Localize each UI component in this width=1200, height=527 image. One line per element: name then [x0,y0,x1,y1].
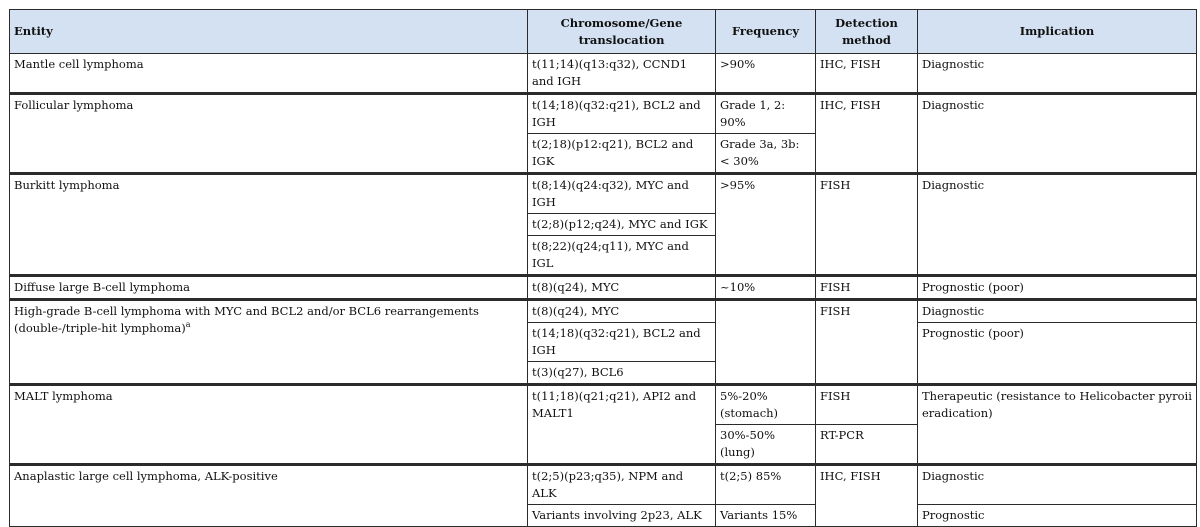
cell-frequency: ~10% [716,276,816,300]
cell-translocation: t(8)(q24), MYC [528,276,716,300]
cell-entity: Burkitt lymphoma [10,174,528,276]
cell-implication: Diagnostic [918,94,1197,174]
cell-detection: IHC, FISH [816,54,918,94]
cell-frequency: Variants 15% [716,505,816,527]
footnote-marker: a [185,320,191,330]
entity-text: High-grade B-cell lymphoma with MYC and BCL2 and/or BCL6 rearrangements (double-/triple-hit lymphoma) [14,304,479,335]
header-translocation: Chromosome/Gene translocation [528,10,716,54]
cell-frequency: 30%-50% (lung) [716,425,816,465]
cell-implication: Diagnostic [918,54,1197,94]
header-row [10,10,1197,54]
cell-translocation: t(8;22)(q24;q11), MYC and IGL [528,236,716,276]
cell-detection: RT-PCR [816,425,918,465]
cell-entity: Mantle cell lymphoma [10,54,528,94]
header-implication: Implication [918,10,1197,54]
cell-detection: FISH [816,174,918,276]
cell-detection: FISH [816,300,918,385]
cell-detection: FISH [816,276,918,300]
header-detection: Detection method [816,10,918,54]
cell-translocation: t(14;18)(q32:q21), BCL2 and IGH [528,94,716,134]
cell-implication: Diagnostic [918,174,1197,276]
cell-translocation: t(14;18)(q32:q21), BCL2 and IGH [528,323,716,362]
cell-entity: Diffuse large B-cell lymphoma [10,276,528,300]
cell-translocation: t(11;14)(q13:q32), CCND1 and IGH [528,54,716,94]
cell-implication: Therapeutic (resistance to Helicobacter pyroii eradication) [918,385,1197,465]
cell-entity: Anaplastic large cell lymphoma, ALK-positive [10,465,528,527]
cell-detection: FISH [816,385,918,425]
table-row [10,300,1197,323]
cell-entity [10,300,528,385]
cell-translocation: t(3)(q27), BCL6 [528,362,716,385]
cell-implication: Diagnostic [918,300,1197,323]
lymphoma-translocation-table [9,9,1197,527]
header-entity: Entity [10,10,528,54]
cell-translocation: t(2;8)(p12;q24), MYC and IGK [528,214,716,236]
cell-translocation: t(11;18)(q21;q21), API2 and MALT1 [528,385,716,465]
cell-translocation: t(2;18)(p12:q21), BCL2 and IGK [528,134,716,174]
table-row [10,174,1197,214]
table-row [10,385,1197,425]
table-row [10,276,1197,300]
cell-implication: Prognostic (poor) [918,276,1197,300]
cell-frequency [716,300,816,385]
table-row [10,54,1197,94]
cell-implication: Prognostic [918,505,1197,527]
cell-implication: Diagnostic [918,465,1197,505]
cell-frequency: 5%-20% (stomach) [716,385,816,425]
cell-frequency: >90% [716,54,816,94]
cell-entity: MALT lymphoma [10,385,528,465]
table-row [10,465,1197,505]
cell-translocation: t(8)(q24), MYC [528,300,716,323]
header-frequency: Frequency [716,10,816,54]
cell-entity: Follicular lymphoma [10,94,528,174]
cell-translocation: Variants involving 2p23, ALK [528,505,716,527]
cell-translocation: t(2;5)(p23;q35), NPM and ALK [528,465,716,505]
cell-frequency: Grade 3a, 3b: < 30% [716,134,816,174]
table-container [9,9,1197,527]
cell-frequency: t(2;5) 85% [716,465,816,505]
table-row [10,94,1197,134]
cell-frequency: >95% [716,174,816,276]
cell-detection: IHC, FISH [816,94,918,174]
cell-frequency: Grade 1, 2: 90% [716,94,816,134]
cell-detection: IHC, FISH [816,465,918,527]
cell-implication: Prognostic (poor) [918,323,1197,385]
cell-translocation: t(8;14)(q24:q32), MYC and IGH [528,174,716,214]
